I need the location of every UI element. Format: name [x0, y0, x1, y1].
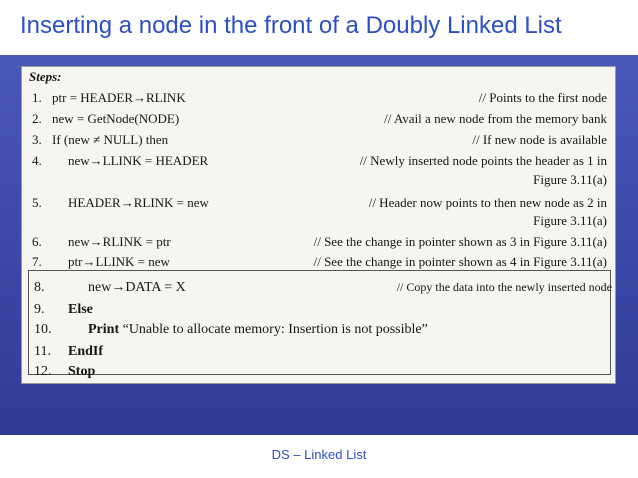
step-number: 9.: [34, 302, 45, 317]
step-row: [22, 132, 615, 150]
step-code: EndIf: [68, 344, 104, 359]
step-row: [22, 153, 615, 171]
step-comment: // Points to the first node: [478, 90, 607, 105]
step-comment: // Header now points to then new node as 2 in: [368, 195, 607, 210]
step-code: ptr = HEADER→RLINK: [52, 90, 186, 105]
step-comment: // See the change in pointer shown as 4 in Figure 3.11(a): [313, 254, 607, 269]
step-number: 5.: [32, 195, 42, 210]
step-number: 1.: [32, 90, 42, 105]
step-row: [22, 322, 615, 340]
slide-footer: DS – Linked List: [271, 447, 367, 462]
step-code: ptr→LLINK = new: [68, 254, 170, 269]
step-number: 6.: [32, 234, 42, 249]
step-code: Stop: [68, 364, 96, 379]
step-row: [22, 364, 615, 382]
step-number: 11.: [34, 344, 51, 359]
step-comment: // See the change in pointer shown as 3 in Figure 3.11(a): [313, 234, 607, 249]
step-code: new→RLINK = ptr: [68, 234, 171, 249]
step-number: 3.: [32, 132, 42, 147]
step-comment: // If new node is available: [472, 132, 607, 147]
step-comment-continued: Figure 3.11(a): [533, 213, 607, 228]
step-comment: // Newly inserted node points the header as 1 in: [359, 153, 607, 168]
step-code: HEADER→RLINK = new: [68, 195, 209, 210]
step-row: [22, 302, 615, 320]
step-comment: // Copy the data into the newly inserted node: [396, 280, 612, 294]
slide-title: Inserting a node in the front of a Doubly Linked List: [20, 12, 562, 39]
step-number: 10.: [34, 322, 52, 337]
step-number: 2.: [32, 111, 42, 126]
step-comment: // Avail a new node from the memory bank: [384, 111, 607, 126]
step-number: 8.: [34, 280, 45, 295]
algorithm-image: [21, 66, 616, 384]
step-code: new→DATA = X: [88, 280, 186, 295]
step-code: “Unable to allocate memory: Insertion is not possible”: [122, 322, 428, 337]
step-row: [22, 344, 615, 362]
step-row: [22, 234, 615, 252]
step-code-line: [88, 322, 428, 338]
step-number: 7.: [32, 254, 42, 269]
step-number: 12.: [34, 364, 52, 379]
step-row-continued: [22, 213, 615, 231]
step-comment-continued: Figure 3.11(a): [533, 172, 607, 187]
step-code: Else: [68, 302, 93, 317]
step-row: [22, 111, 615, 129]
step-row: [22, 90, 615, 108]
step-number: 4.: [32, 153, 42, 168]
step-code: If (new ≠ NULL) then: [52, 132, 169, 147]
step-row-continued: [22, 172, 615, 190]
step-keyword: Print: [88, 322, 120, 337]
steps-heading: Steps:: [29, 69, 62, 84]
step-code: new→LLINK = HEADER: [68, 153, 209, 168]
step-code: new = GetNode(NODE): [52, 111, 180, 126]
step-row: [22, 280, 615, 298]
step-row: [22, 195, 615, 213]
